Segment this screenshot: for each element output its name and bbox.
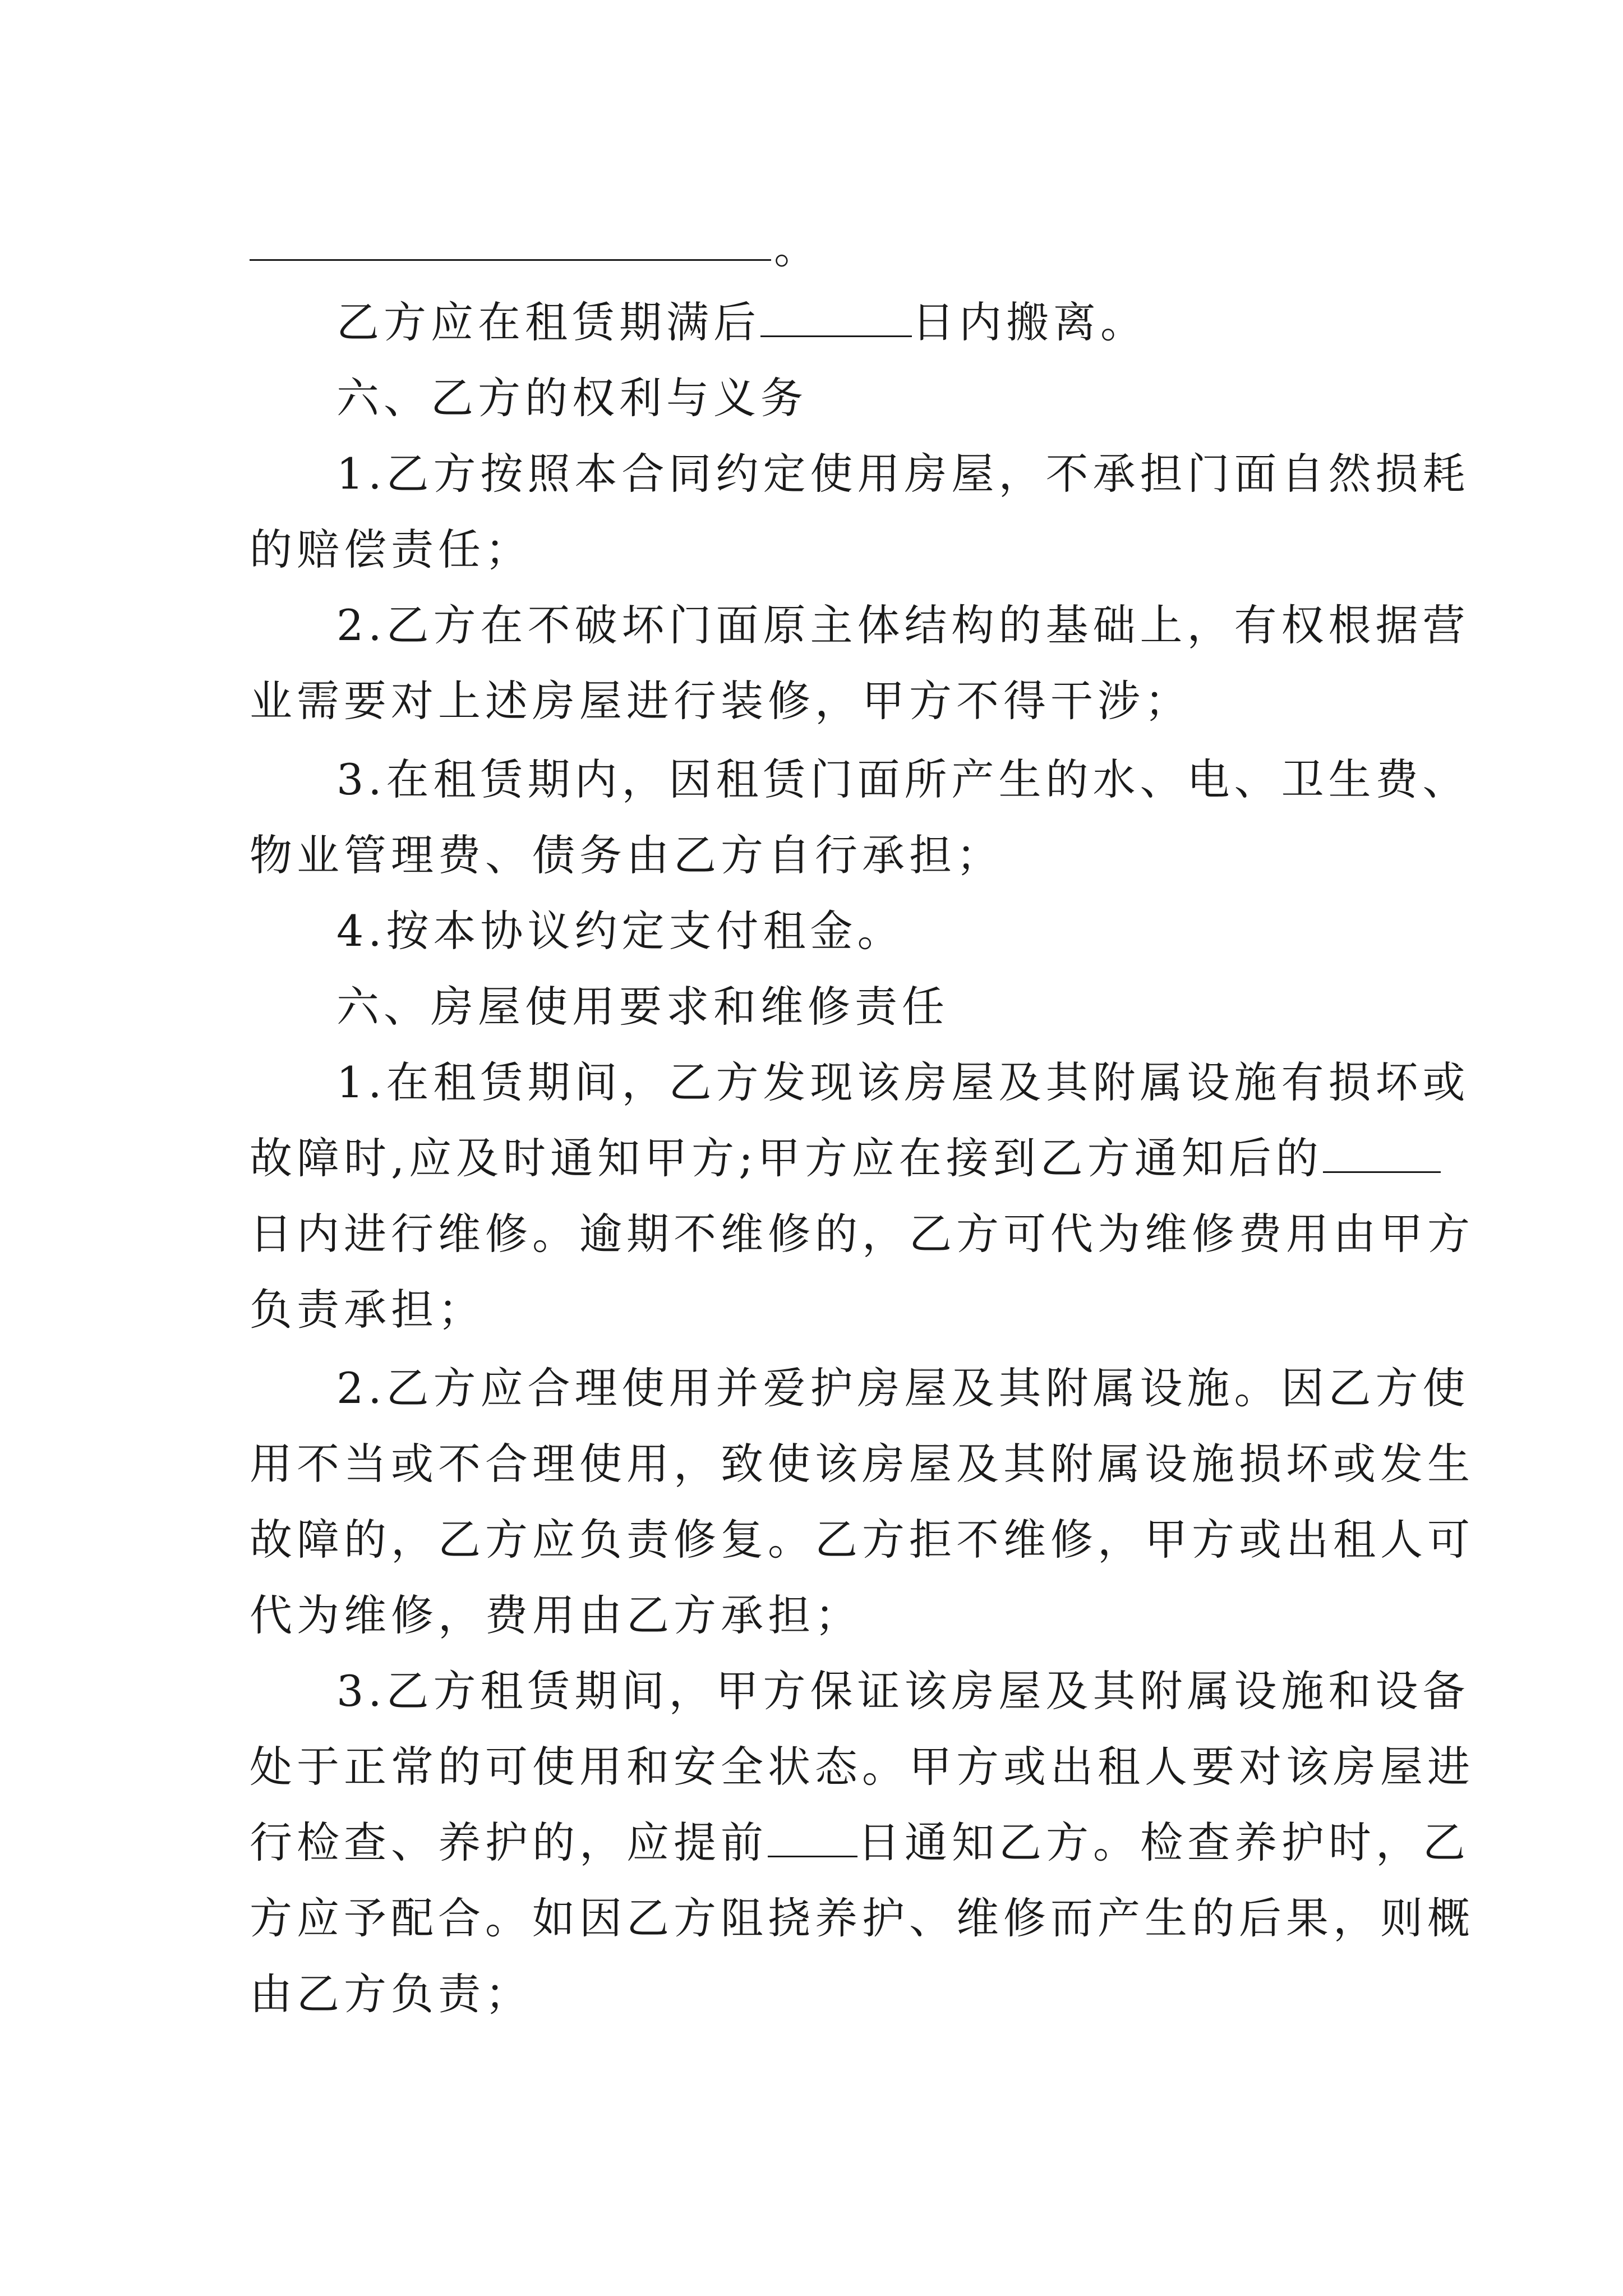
clause-line <box>250 1812 1470 1874</box>
clause-line: 故障的，乙方应负责修复。乙方拒不维修，甲方或出租人可 <box>250 1515 1474 1565</box>
section-heading-rights: 六、乙方的权利与义务 <box>336 373 808 423</box>
paragraph-move-out <box>336 292 1147 353</box>
fill-in-blank <box>1323 1138 1441 1173</box>
clause-line: 代为维修，费用由乙方承担； <box>250 1590 862 1640</box>
fill-in-blank <box>760 302 912 337</box>
clause-line: 1.乙方按照本合同约定使用房屋，不承担门面自然损耗 <box>336 449 1470 499</box>
clause-line: 日内进行维修。逾期不维修的，乙方可代为维修费用由甲方 <box>250 1209 1474 1259</box>
clause-line: 1.在租赁期间，乙方发现该房屋及其附属设施有损坏或 <box>336 1057 1470 1107</box>
text-segment: 日通知乙方。检查养护时，乙 <box>857 1818 1470 1867</box>
clause-line: 业需要对上述房屋进行装修，甲方不得干涉； <box>250 676 1192 726</box>
clause-line: 2.乙方应合理使用并爱护房屋及其附属设施。因乙方使 <box>336 1363 1470 1413</box>
clause-line: 由乙方负责； <box>250 1969 532 2019</box>
section-heading-maintenance: 六、房屋使用要求和维修责任 <box>336 982 949 1032</box>
clause-line: 方应予配合。如因乙方阻挠养护、维修而产生的后果，则概 <box>250 1893 1474 1943</box>
clause-line: 处于正常的可使用和安全状态。甲方或出租人要对该房屋进 <box>250 1742 1474 1792</box>
text-segment: 故障时,应及时通知甲方;甲方应在接到乙方通知后的 <box>250 1133 1323 1183</box>
fill-in-blank <box>250 259 771 261</box>
clause-line <box>250 1128 1441 1189</box>
fill-in-blank <box>768 1822 857 1857</box>
clause-line: 4.按本协议约定支付租金。 <box>336 906 905 956</box>
clause-line: 物业管理费、债务由乙方自行承担； <box>250 830 1003 880</box>
text-segment: 乙方应在租赁期满后 <box>336 297 760 347</box>
clause-line: 2.乙方在不破坏门面原主体结构的基础上，有权根据营 <box>336 600 1470 650</box>
text-segment: 行检查、养护的，应提前 <box>250 1818 768 1867</box>
clause-line: 用不当或不合理使用，致使该房屋及其附属设施损坏或发生 <box>250 1439 1474 1489</box>
period-mark: 。 <box>774 223 817 273</box>
clause-line: 3.在租赁期内，因租赁门面所产生的水、电、卫生费、 <box>336 754 1470 804</box>
clause-line: 的赔偿责任； <box>250 524 532 574</box>
text-segment: 日内搬离。 <box>912 297 1147 347</box>
clause-line: 3.乙方租赁期间，甲方保证该房屋及其附属设施和设备 <box>336 1666 1470 1716</box>
clause-line: 负责承担； <box>250 1285 485 1335</box>
